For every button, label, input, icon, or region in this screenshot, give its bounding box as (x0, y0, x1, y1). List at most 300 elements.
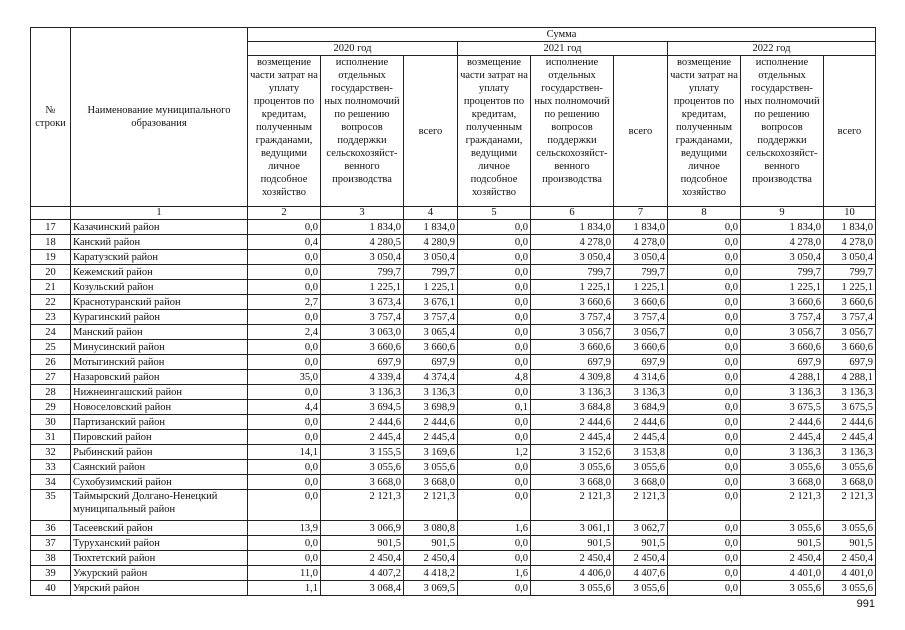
value-cell: 2 121,3 (741, 490, 824, 521)
value-cell: 3 684,9 (614, 400, 668, 415)
value-cell: 2 444,6 (741, 415, 824, 430)
value-cell: 0,0 (248, 536, 321, 551)
municipality-name: Таймырский Долгано-Ненецкий муниципальный район (71, 490, 248, 521)
value-cell: 1 834,0 (531, 220, 614, 235)
value-cell: 0,0 (248, 265, 321, 280)
value-cell: 2 121,3 (824, 490, 876, 521)
row-number-header: № строки (31, 28, 71, 207)
value-cell: 2 121,3 (614, 490, 668, 521)
value-cell: 3 065,4 (404, 325, 458, 340)
value-cell: 0,0 (248, 415, 321, 430)
value-cell: 4 278,0 (614, 235, 668, 250)
value-cell: 3 660,6 (321, 340, 404, 355)
column-number: 8 (668, 207, 741, 220)
municipality-name: Партизанский район (71, 415, 248, 430)
row-number: 35 (31, 490, 71, 521)
value-cell: 0,0 (248, 551, 321, 566)
value-cell: 799,7 (614, 265, 668, 280)
municipality-name: Пировский район (71, 430, 248, 445)
value-cell: 3 668,0 (531, 475, 614, 490)
municipality-name: Саянский район (71, 460, 248, 475)
value-cell: 0,0 (668, 581, 741, 596)
value-cell: 0,0 (458, 475, 531, 490)
table-body (31, 220, 876, 596)
table-row (31, 415, 876, 430)
value-cell: 3 136,3 (741, 385, 824, 400)
value-cell: 3 063,0 (321, 325, 404, 340)
value-cell: 3 675,5 (824, 400, 876, 415)
municipality-name: Новоселовский район (71, 400, 248, 415)
row-number: 22 (31, 295, 71, 310)
value-cell: 3 136,3 (404, 385, 458, 400)
value-cell: 3 050,4 (531, 250, 614, 265)
value-cell: 3 055,6 (824, 521, 876, 536)
municipality-name-header: Наименование муниципального образования (71, 28, 248, 207)
value-cell: 3 061,1 (531, 521, 614, 536)
value-cell: 0,0 (668, 355, 741, 370)
value-cell: 4 374,4 (404, 370, 458, 385)
value-cell: 0,0 (248, 280, 321, 295)
table-row (31, 566, 876, 581)
column-number: 6 (531, 207, 614, 220)
interest-compensation-header: возмещение части затрат на уплату процентов по кредитам, полученным гражданами, ведущими личное подсобное хозяйство (248, 56, 321, 207)
page-number: 991 (856, 598, 875, 610)
value-cell: 4 406,0 (531, 566, 614, 581)
value-cell: 3 660,6 (614, 295, 668, 310)
table-row (31, 430, 876, 445)
value-cell: 4 288,1 (824, 370, 876, 385)
row-number: 31 (31, 430, 71, 445)
value-cell: 0,0 (668, 551, 741, 566)
table-row (31, 521, 876, 536)
value-cell: 3 055,6 (321, 460, 404, 475)
value-cell: 1 225,1 (614, 280, 668, 295)
value-cell: 799,7 (824, 265, 876, 280)
row-number: 33 (31, 460, 71, 475)
value-cell: 0,0 (668, 415, 741, 430)
state-powers-header: исполнение отдельных государствен-ных полномочий по решению вопросов поддержки сельскохозяйст-венного производства (321, 56, 404, 207)
value-cell: 1 834,0 (741, 220, 824, 235)
value-cell: 3 668,0 (321, 475, 404, 490)
value-cell: 697,9 (824, 355, 876, 370)
value-cell: 901,5 (614, 536, 668, 551)
municipality-name: Рыбинский район (71, 445, 248, 460)
row-number: 37 (31, 536, 71, 551)
value-cell: 3 062,7 (614, 521, 668, 536)
value-cell: 3 757,4 (404, 310, 458, 325)
value-cell: 35,0 (248, 370, 321, 385)
value-cell: 697,9 (741, 355, 824, 370)
table-row (31, 220, 876, 235)
value-cell: 2 450,4 (741, 551, 824, 566)
value-cell: 2,4 (248, 325, 321, 340)
value-cell: 3 660,6 (824, 340, 876, 355)
value-cell: 0,0 (668, 490, 741, 521)
table-row (31, 385, 876, 400)
municipality-name: Тюхтетский район (71, 551, 248, 566)
value-cell: 0,1 (458, 400, 531, 415)
value-cell: 1 225,1 (741, 280, 824, 295)
value-cell: 2 444,6 (531, 415, 614, 430)
value-cell: 3 055,6 (614, 460, 668, 475)
value-cell: 3 080,8 (404, 521, 458, 536)
year-header: 2020 год (248, 42, 458, 56)
value-cell: 3 068,4 (321, 581, 404, 596)
value-cell: 4 280,5 (321, 235, 404, 250)
value-cell: 0,0 (458, 551, 531, 566)
value-cell: 2 450,4 (531, 551, 614, 566)
value-cell: 0,0 (458, 460, 531, 475)
value-cell: 3 757,4 (824, 310, 876, 325)
value-cell: 2 444,6 (614, 415, 668, 430)
value-cell: 2 444,6 (824, 415, 876, 430)
row-number: 39 (31, 566, 71, 581)
table-row (31, 310, 876, 325)
value-cell: 3 055,6 (531, 581, 614, 596)
value-cell: 0,0 (248, 475, 321, 490)
value-cell: 3 055,6 (824, 460, 876, 475)
value-cell: 3 660,6 (741, 295, 824, 310)
value-cell: 3 757,4 (614, 310, 668, 325)
value-cell: 0,0 (668, 460, 741, 475)
value-cell: 2 450,4 (404, 551, 458, 566)
value-cell: 0,0 (248, 460, 321, 475)
municipality-name: Курагинский район (71, 310, 248, 325)
municipality-name: Минусинский район (71, 340, 248, 355)
value-cell: 3 050,4 (614, 250, 668, 265)
value-cell: 2 445,4 (741, 430, 824, 445)
value-cell: 3 050,4 (404, 250, 458, 265)
total-header: всего (614, 56, 668, 207)
row-number: 29 (31, 400, 71, 415)
table-row (31, 280, 876, 295)
value-cell: 4 309,8 (531, 370, 614, 385)
value-cell: 3 056,7 (824, 325, 876, 340)
municipality-name: Нижнеингашский район (71, 385, 248, 400)
municipality-name: Сухобузимский район (71, 475, 248, 490)
table-row (31, 370, 876, 385)
value-cell: 0,0 (668, 265, 741, 280)
value-cell: 0,0 (668, 370, 741, 385)
value-cell: 3 675,5 (741, 400, 824, 415)
value-cell: 4 407,2 (321, 566, 404, 581)
value-cell: 4 278,0 (741, 235, 824, 250)
value-cell: 3 056,7 (531, 325, 614, 340)
value-cell: 0,0 (458, 490, 531, 521)
value-cell: 0,0 (458, 265, 531, 280)
value-cell: 1,2 (458, 445, 531, 460)
value-cell: 697,9 (614, 355, 668, 370)
value-cell: 0,0 (458, 310, 531, 325)
value-cell: 3 153,8 (614, 445, 668, 460)
value-cell: 2 444,6 (321, 415, 404, 430)
value-cell: 3 660,6 (531, 295, 614, 310)
value-cell: 4 407,6 (614, 566, 668, 581)
value-cell: 1 834,0 (824, 220, 876, 235)
interest-compensation-header: возмещение части затрат на уплату процентов по кредитам, полученным гражданами, ведущими личное подсобное хозяйство (668, 56, 741, 207)
value-cell: 0,0 (668, 310, 741, 325)
table-row (31, 581, 876, 596)
value-cell: 3 660,6 (614, 340, 668, 355)
value-cell: 0,0 (458, 415, 531, 430)
value-cell: 1 834,0 (321, 220, 404, 235)
year-header: 2021 год (458, 42, 668, 56)
row-number: 38 (31, 551, 71, 566)
value-cell: 799,7 (741, 265, 824, 280)
value-cell: 0,0 (668, 445, 741, 460)
column-number: 5 (458, 207, 531, 220)
value-cell: 0,0 (458, 355, 531, 370)
value-cell: 0,0 (458, 340, 531, 355)
value-cell: 3 757,4 (531, 310, 614, 325)
value-cell: 3 169,6 (404, 445, 458, 460)
state-powers-header: исполнение отдельных государствен-ных полномочий по решению вопросов поддержки сельскохозяйст-венного производства (741, 56, 824, 207)
value-cell: 3 055,6 (741, 581, 824, 596)
value-cell: 0,0 (458, 280, 531, 295)
total-header: всего (404, 56, 458, 207)
value-cell: 2 450,4 (824, 551, 876, 566)
value-cell: 0,0 (458, 325, 531, 340)
value-cell: 3 757,4 (321, 310, 404, 325)
value-cell: 901,5 (404, 536, 458, 551)
value-cell: 3 050,4 (741, 250, 824, 265)
value-cell: 3 055,6 (404, 460, 458, 475)
column-number: 4 (404, 207, 458, 220)
value-cell: 0,0 (458, 385, 531, 400)
budget-table (30, 27, 876, 596)
value-cell: 0,0 (458, 581, 531, 596)
value-cell: 1 225,1 (321, 280, 404, 295)
value-cell: 14,1 (248, 445, 321, 460)
municipality-name: Туруханский район (71, 536, 248, 551)
value-cell: 2 445,4 (531, 430, 614, 445)
value-cell: 1 225,1 (531, 280, 614, 295)
value-cell: 3 136,3 (321, 385, 404, 400)
value-cell: 0,0 (668, 235, 741, 250)
municipality-name: Каратузский район (71, 250, 248, 265)
row-number: 18 (31, 235, 71, 250)
value-cell: 3 055,6 (531, 460, 614, 475)
value-cell: 2 445,4 (404, 430, 458, 445)
value-cell: 799,7 (531, 265, 614, 280)
value-cell: 3 660,6 (741, 340, 824, 355)
table-row (31, 355, 876, 370)
value-cell: 3 668,0 (741, 475, 824, 490)
municipality-name: Кежемский район (71, 265, 248, 280)
value-cell: 3 136,3 (531, 385, 614, 400)
row-number: 26 (31, 355, 71, 370)
value-cell: 3 668,0 (614, 475, 668, 490)
value-cell: 697,9 (404, 355, 458, 370)
column-number: 2 (248, 207, 321, 220)
column-number: 3 (321, 207, 404, 220)
value-cell: 4 401,0 (741, 566, 824, 581)
value-cell: 4 280,9 (404, 235, 458, 250)
value-cell: 1 225,1 (824, 280, 876, 295)
value-cell: 799,7 (321, 265, 404, 280)
value-cell: 901,5 (824, 536, 876, 551)
municipality-name: Назаровский район (71, 370, 248, 385)
value-cell: 799,7 (404, 265, 458, 280)
value-cell: 0,0 (248, 220, 321, 235)
value-cell: 0,0 (248, 385, 321, 400)
sum-header: Сумма (248, 28, 876, 42)
value-cell: 0,0 (668, 521, 741, 536)
value-cell: 2,7 (248, 295, 321, 310)
value-cell: 0,0 (668, 475, 741, 490)
row-number: 27 (31, 370, 71, 385)
value-cell: 0,0 (668, 536, 741, 551)
value-cell: 3 152,6 (531, 445, 614, 460)
table-row (31, 460, 876, 475)
total-header: всего (824, 56, 876, 207)
value-cell: 0,0 (458, 250, 531, 265)
row-number: 24 (31, 325, 71, 340)
row-number: 36 (31, 521, 71, 536)
column-number: 9 (741, 207, 824, 220)
value-cell: 3 757,4 (741, 310, 824, 325)
value-cell: 0,0 (248, 355, 321, 370)
table-row (31, 265, 876, 280)
value-cell: 3 066,9 (321, 521, 404, 536)
value-cell: 2 445,4 (321, 430, 404, 445)
column-number: 1 (71, 207, 248, 220)
value-cell: 0,0 (458, 235, 531, 250)
value-cell: 3 660,6 (404, 340, 458, 355)
value-cell: 4,8 (458, 370, 531, 385)
column-number-blank (31, 207, 71, 220)
value-cell: 0,4 (248, 235, 321, 250)
value-cell: 1,6 (458, 521, 531, 536)
column-number: 7 (614, 207, 668, 220)
table-row (31, 340, 876, 355)
municipality-name: Мотыгинский район (71, 355, 248, 370)
value-cell: 4 278,0 (824, 235, 876, 250)
table-row (31, 250, 876, 265)
value-cell: 11,0 (248, 566, 321, 581)
value-cell: 1,6 (458, 566, 531, 581)
value-cell: 901,5 (741, 536, 824, 551)
value-cell: 3 069,5 (404, 581, 458, 596)
value-cell: 0,0 (248, 490, 321, 521)
value-cell: 0,0 (668, 280, 741, 295)
row-number: 20 (31, 265, 71, 280)
value-cell: 3 660,6 (824, 295, 876, 310)
row-number: 17 (31, 220, 71, 235)
value-cell: 4,4 (248, 400, 321, 415)
value-cell: 4 339,4 (321, 370, 404, 385)
value-cell: 0,0 (668, 250, 741, 265)
value-cell: 0,0 (668, 325, 741, 340)
value-cell: 3 050,4 (321, 250, 404, 265)
row-number: 28 (31, 385, 71, 400)
municipality-name: Канский район (71, 235, 248, 250)
table-row (31, 490, 876, 521)
table-header (31, 28, 876, 220)
value-cell: 0,0 (458, 430, 531, 445)
value-cell: 2 121,3 (321, 490, 404, 521)
value-cell: 13,9 (248, 521, 321, 536)
value-cell: 0,0 (668, 566, 741, 581)
value-cell: 2 450,4 (614, 551, 668, 566)
value-cell: 3 684,8 (531, 400, 614, 415)
municipality-name: Уярский район (71, 581, 248, 596)
table-row (31, 295, 876, 310)
value-cell: 3 055,6 (741, 460, 824, 475)
value-cell: 3 055,6 (614, 581, 668, 596)
value-cell: 0,0 (248, 430, 321, 445)
value-cell: 3 676,1 (404, 295, 458, 310)
table-row (31, 325, 876, 340)
year-header: 2022 год (668, 42, 876, 56)
table-row (31, 445, 876, 460)
municipality-name: Ужурский район (71, 566, 248, 581)
value-cell: 0,0 (668, 220, 741, 235)
value-cell: 3 668,0 (404, 475, 458, 490)
table-row (31, 475, 876, 490)
value-cell: 0,0 (668, 295, 741, 310)
row-number: 32 (31, 445, 71, 460)
table-row (31, 235, 876, 250)
value-cell: 901,5 (531, 536, 614, 551)
municipality-name: Казачинский район (71, 220, 248, 235)
value-cell: 4 288,1 (741, 370, 824, 385)
row-number: 30 (31, 415, 71, 430)
table-row (31, 400, 876, 415)
municipality-name: Краснотуранский район (71, 295, 248, 310)
value-cell: 3 055,6 (824, 581, 876, 596)
value-cell: 4 401,0 (824, 566, 876, 581)
value-cell: 0,0 (668, 400, 741, 415)
row-number: 19 (31, 250, 71, 265)
value-cell: 4 278,0 (531, 235, 614, 250)
value-cell: 0,0 (248, 340, 321, 355)
municipality-name: Тасеевский район (71, 521, 248, 536)
value-cell: 3 155,5 (321, 445, 404, 460)
value-cell: 3 136,3 (824, 385, 876, 400)
value-cell: 2 121,3 (404, 490, 458, 521)
municipality-name: Манский район (71, 325, 248, 340)
row-number: 21 (31, 280, 71, 295)
municipality-name: Козульский район (71, 280, 248, 295)
value-cell: 0,0 (458, 295, 531, 310)
value-cell: 1 225,1 (404, 280, 458, 295)
value-cell: 2 445,4 (824, 430, 876, 445)
value-cell: 4 418,2 (404, 566, 458, 581)
value-cell: 3 136,3 (614, 385, 668, 400)
row-number: 23 (31, 310, 71, 325)
value-cell: 3 050,4 (824, 250, 876, 265)
value-cell: 1 834,0 (404, 220, 458, 235)
value-cell: 3 694,5 (321, 400, 404, 415)
value-cell: 0,0 (248, 250, 321, 265)
value-cell: 3 056,7 (741, 325, 824, 340)
value-cell: 697,9 (531, 355, 614, 370)
row-number: 34 (31, 475, 71, 490)
column-numbers-row (31, 207, 876, 220)
interest-compensation-header: возмещение части затрат на уплату процентов по кредитам, полученным гражданами, ведущими личное подсобное хозяйство (458, 56, 531, 207)
value-cell: 2 450,4 (321, 551, 404, 566)
value-cell: 2 444,6 (404, 415, 458, 430)
value-cell: 0,0 (668, 430, 741, 445)
value-cell: 3 136,3 (741, 445, 824, 460)
value-cell: 3 673,4 (321, 295, 404, 310)
value-cell: 3 668,0 (824, 475, 876, 490)
value-cell: 3 136,3 (824, 445, 876, 460)
row-number: 25 (31, 340, 71, 355)
value-cell: 4 314,6 (614, 370, 668, 385)
value-cell: 1,1 (248, 581, 321, 596)
